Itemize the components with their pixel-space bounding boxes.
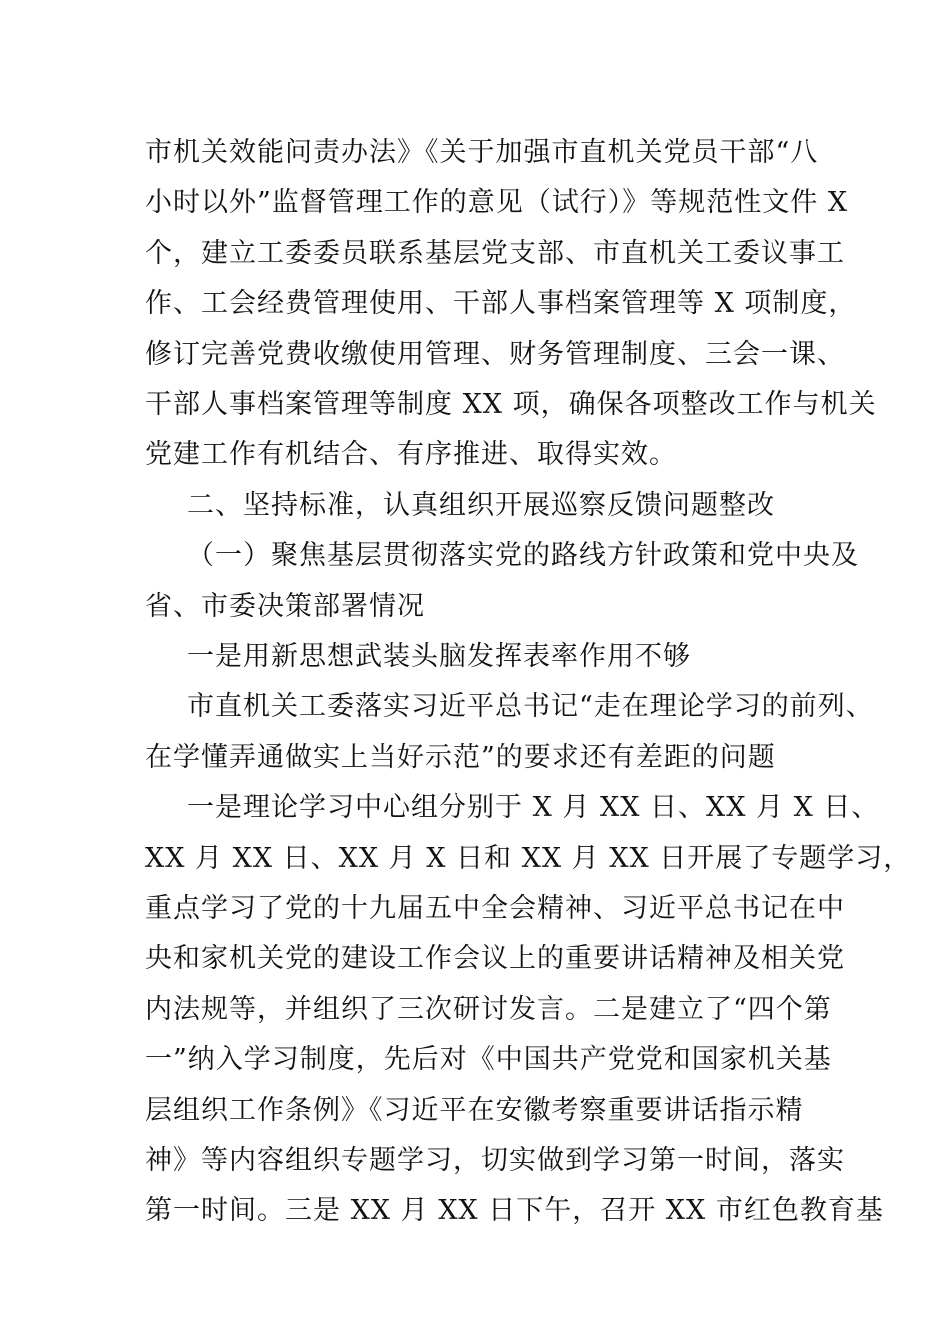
text-line: 重点学习了党的十九届五中全会精神、习近平总书记在中 bbox=[145, 893, 845, 924]
text-line: 干部人事档案管理等制度 XX 项，确保各项整改工作与机关 bbox=[145, 389, 877, 420]
text-line: 小时以外”监督管理工作的意见（试行）》等规范性文件 X bbox=[145, 187, 849, 218]
text-line: 市直机关工委落实习近平总书记“走在理论学习的前列、 bbox=[187, 691, 874, 722]
text-line: 一”纳入学习制度，先后对《中国共产党党和国家机关基 bbox=[145, 1044, 832, 1075]
section-heading: 二、坚持标准，认真组织开展巡察反馈问题整改 bbox=[187, 490, 775, 521]
item-heading: 一是用新思想武装头脑发挥表率作用不够 bbox=[187, 641, 691, 672]
text-line: 内法规等，并组织了三次研讨发言。二是建立了“四个第 bbox=[145, 994, 832, 1025]
text-line: 央和家机关党的建设工作会议上的重要讲话精神及相关党 bbox=[145, 943, 845, 974]
text-line: 市机关效能问责办法》《关于加强市直机关党员干部“八 bbox=[145, 137, 819, 168]
text-line: 修订完善党费收缴使用管理、财务管理制度、三会一课、 bbox=[145, 339, 845, 370]
subsection-heading-continued: 省、市委决策部署情况 bbox=[145, 591, 425, 622]
text-line: XX 月 XX 日、XX 月 X 日和 XX 月 XX 日开展了专题学习， bbox=[145, 843, 912, 874]
subsection-heading: （一）聚焦基层贯彻落实党的路线方针政策和党中央及 bbox=[187, 540, 859, 571]
text-line: 作、工会经费管理使用、干部人事档案管理等 X 项制度， bbox=[145, 288, 857, 319]
text-line: 个，建立工委委员联系基层党支部、市直机关工委议事工 bbox=[145, 238, 845, 269]
text-line: 在学懂弄通做实上当好示范”的要求还有差距的问题 bbox=[145, 742, 776, 773]
text-line: 神》等内容组织专题学习，切实做到学习第一时间，落实 bbox=[145, 1145, 845, 1176]
text-line: 层组织工作条例》《习近平在安徽考察重要讲话指示精 bbox=[145, 1095, 804, 1126]
text-line: 党建工作有机结合、有序推进、取得实效。 bbox=[145, 439, 677, 470]
text-line: 第一时间。三是 XX 月 XX 日下午，召开 XX 市红色教育基 bbox=[145, 1195, 884, 1226]
text-line: 一是理论学习中心组分别于 X 月 XX 日、XX 月 X 日、 bbox=[187, 792, 880, 823]
